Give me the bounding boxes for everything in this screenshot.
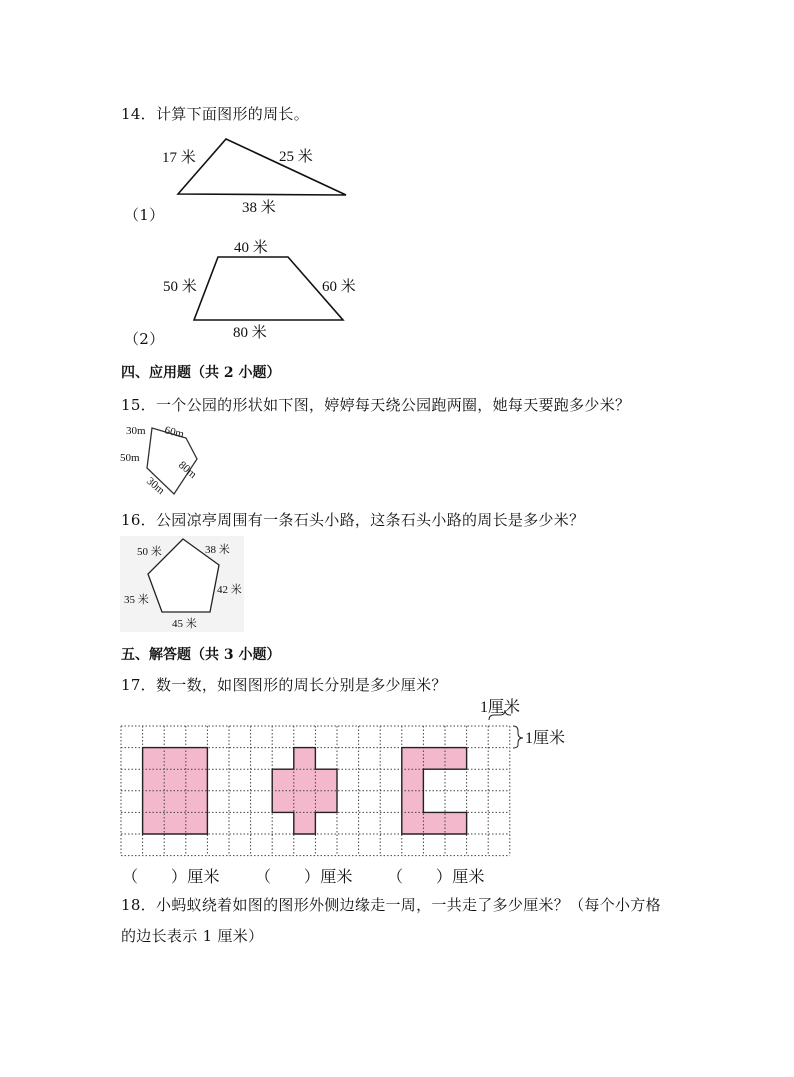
q14-text: 14．计算下面图形的周长。 <box>121 105 309 123</box>
section4-title: 四、应用题（共 2 小题） <box>121 365 281 381</box>
trapezoid-top-label: 40 米 <box>234 240 268 256</box>
pavilion-bottom-label: 45 米 <box>172 618 197 630</box>
c-shape-cell <box>445 748 467 770</box>
park-bottom-label: 30m <box>144 475 167 497</box>
q14-part2-label: （2） <box>124 330 165 348</box>
rectangle-shape-cell <box>186 748 208 770</box>
trapezoid-bottom-label: 80 米 <box>233 325 267 341</box>
q15-text: 15．一个公园的形状如下图，婷婷每天绕公园跑两圈，她每天要跑多少米？ <box>121 396 631 414</box>
rectangle-shape-cell <box>164 812 186 834</box>
park-top-label: 60m <box>163 424 186 441</box>
triangle-bottom-label: 38 米 <box>242 200 276 216</box>
rectangle-shape-cell <box>164 769 186 791</box>
cross-shape-cell <box>294 748 316 770</box>
scale-vertical-label: 1厘米 <box>525 730 566 747</box>
rectangle-shape-cell <box>164 748 186 770</box>
rectangle-shape-cell <box>186 791 208 813</box>
c-shape-cell <box>402 769 424 791</box>
park-top-left-label: 30m <box>126 425 146 437</box>
rectangle-shape-cell <box>143 791 165 813</box>
rectangle-shape-cell <box>164 791 186 813</box>
triangle-left-label: 17 米 <box>162 150 196 166</box>
rectangle-shape-cell <box>143 769 165 791</box>
q18-line1: 18．小蚂蚁绕着如图的图形外侧边缘走一周，一共走了多少厘米？（每个小方格 <box>121 896 661 914</box>
q17-text: 17．数一数，如图图形的周长分别是多少厘米？ <box>121 676 447 694</box>
q17-answer-1: （ ）厘米 <box>122 867 220 886</box>
cross-shape-cell <box>294 769 316 791</box>
rectangle-shape-cell <box>143 748 165 770</box>
pavilion-left-label: 35 米 <box>124 594 149 606</box>
cross-shape-cell <box>315 791 337 813</box>
c-shape-cell <box>423 812 445 834</box>
q14-part1-label: （1） <box>124 206 165 224</box>
q17-answer-2: （ ）厘米 <box>255 867 353 886</box>
q18-line2: 的边长表示 1 厘米） <box>121 927 264 945</box>
scale-horizontal-label: 1厘米 <box>480 699 521 716</box>
cross-shape-cell <box>315 769 337 791</box>
c-shape-cell <box>445 812 467 834</box>
cross-shape-cell <box>294 791 316 813</box>
q17-answer-3: （ ）厘米 <box>387 867 485 886</box>
pavilion-top-right-label: 38 米 <box>205 544 230 556</box>
pavilion-top-left-label: 50 米 <box>137 546 162 558</box>
cross-shape-cell <box>294 812 316 834</box>
triangle-right-label: 25 米 <box>279 149 313 165</box>
rectangle-shape-cell <box>186 769 208 791</box>
section5-title: 五、解答题（共 3 小题） <box>121 647 281 663</box>
q16-text: 16．公园凉亭周围有一条石头小路，这条石头小路的周长是多少米？ <box>121 511 585 529</box>
park-right-label: 80m <box>176 459 199 481</box>
cross-shape-cell <box>272 791 294 813</box>
trapezoid-left-label: 50 米 <box>163 279 197 295</box>
c-shape-cell <box>402 812 424 834</box>
c-shape-cell <box>402 748 424 770</box>
c-shape-cell <box>402 791 424 813</box>
pavilion-right-label: 42 米 <box>217 584 242 596</box>
c-shape-cell <box>423 748 445 770</box>
rectangle-shape-cell <box>143 812 165 834</box>
rectangle-shape-cell <box>186 812 208 834</box>
park-left-label: 50m <box>120 452 140 464</box>
cross-shape-cell <box>272 769 294 791</box>
trapezoid-right-label: 60 米 <box>322 279 356 295</box>
